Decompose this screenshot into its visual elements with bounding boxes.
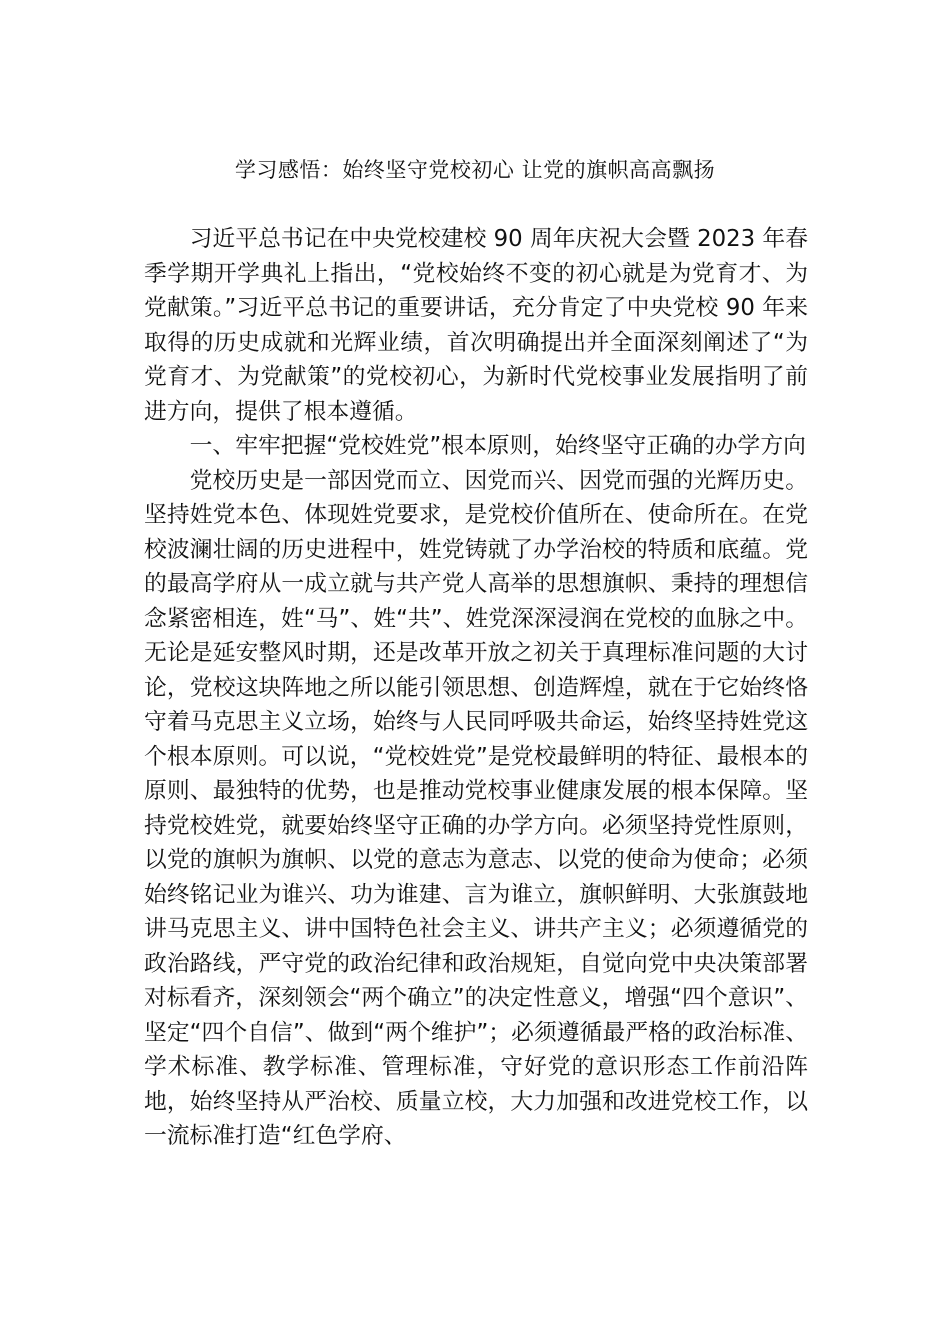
document-body: [144, 222, 808, 1154]
document-title: 学习感悟：始终坚守党校初心 让党的旗帜高高飘扬: [234, 158, 716, 182]
section-heading-1: 一、牢牢把握“党校姓党”根本原则，始终坚守正确的办学方向: [189, 433, 806, 459]
paragraph-section-1: 党校历史是一部因党而立、因党而兴、因党而强的光辉历史。坚持姓党本色、体现姓党要求，是党校价值所在、使命所在。在党校波澜壮阔的历史进程中，姓党铸就了办学治校的特质和底蕴。党的最高学府从一成立就与共产党人高举的思想旗帜、秉持的理想信念紧密相连，姓“马”、姓“共”、姓党深深浸润在党校的血脉之中。无论是延安整风时期，还是改革开放之初关于真理标准问题的大讨论，党校这块阵地之所以能引领思想、创造辉煌，就在于它始终恪守着马克思主义立场，始终与人民同呼吸共命运，始终坚持姓党这个根本原则。可以说，“党校姓党”是党校最鲜明的特征、最根本的原则、最独特的优势，也是推动党校事业健康发展的根本保障。坚持党校姓党，就要始终坚守正确的办学方向。必须坚持党性原则，以党的旗帜为旗帜、以党的意志为意志、以党的使命为使命；必须始终铭记业为谁兴、功为谁建、言为谁立，旗帜鲜明、大张旗鼓地讲马克思主义、讲中国特色社会主义、讲共产主义；必须遵循党的政治路线，严守党的政治纪律和政治规矩，自觉向党中央决策部署对标看齐，深刻领会“两个确立”的决定性意义，增强“四个意识”、坚定“四个自信”、做到“两个维护”；必须遵循最严格的政治标准、学术标准、教学标准、管理标准，守好党的意识形态工作前沿阵地，始终坚持从严治校、质量立校，大力加强和改进党校工作，以一流标准打造“红色学府、: [144, 467, 808, 1149]
paragraph-intro: 习近平总书记在中央党校建校 90 周年庆祝大会暨 2023 年春季学期开学典礼上指出，“党校始终不变的初心就是为党育才、为党献策。”习近平总书记的重要讲话，充分肯定了中央党校 90 年来取得的历史成就和光辉业绩，首次明确提出并全面深刻阐述了“为党育才、为党献策”的党校初心，为新时代党校事业发展指明了前进方向，提供了根本遵循。: [144, 226, 808, 425]
